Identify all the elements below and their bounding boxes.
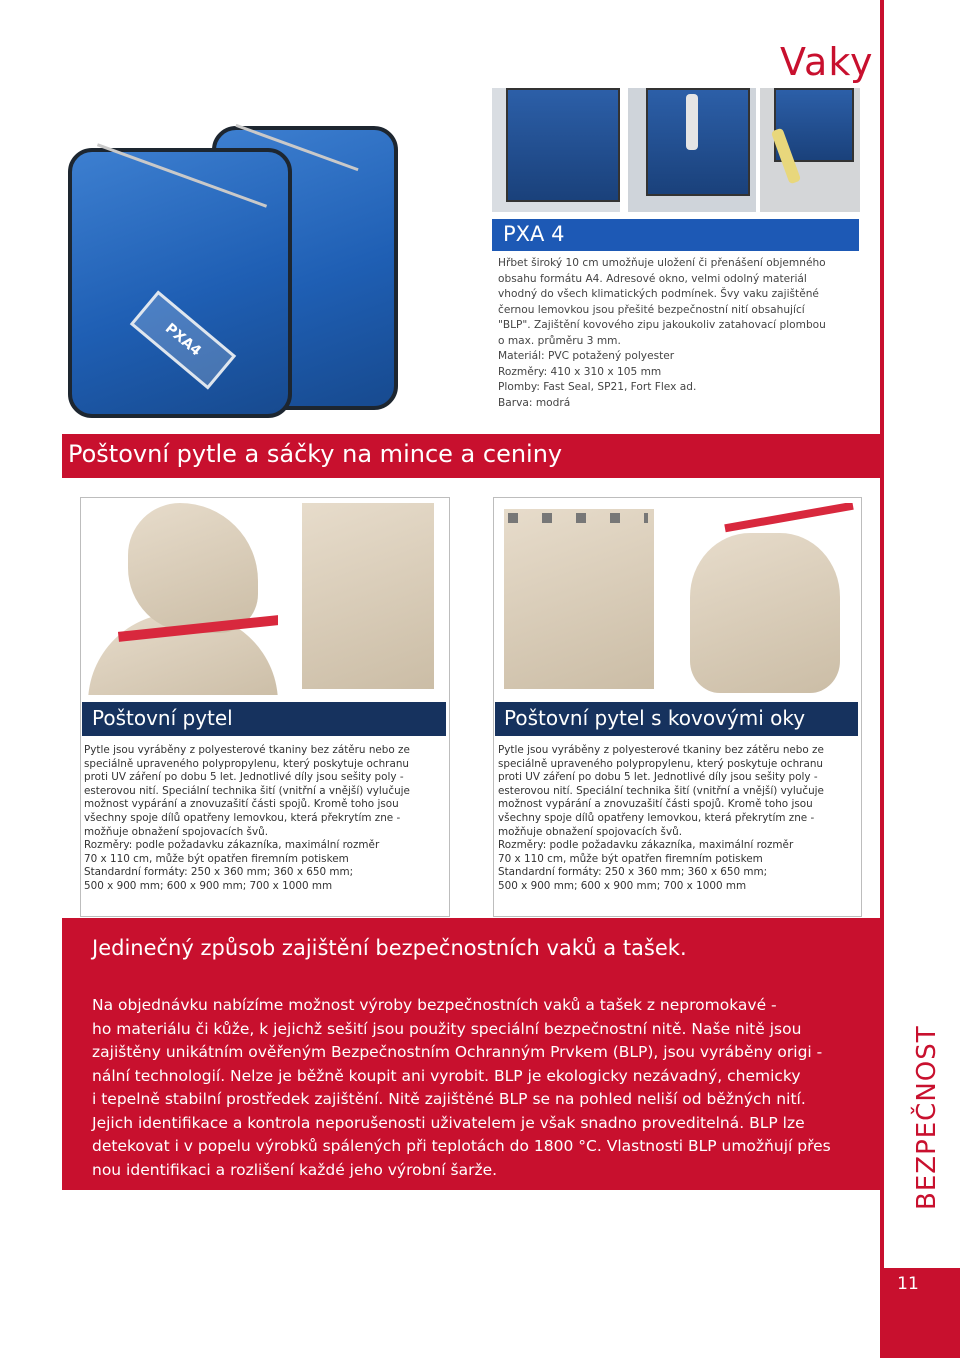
red-seal-strap — [724, 503, 853, 532]
detail-bag-1 — [506, 88, 620, 202]
col-1-line: možňuje obnažení spojovacích švů. — [84, 825, 268, 838]
pxa-description — [498, 256, 843, 411]
side-rule — [880, 0, 884, 1358]
detail-photo-2 — [628, 88, 756, 212]
pxa-line: vhodný do všech klimatických podmínek. Švy vaku zajištěné — [498, 288, 819, 300]
col-2-line: speciálně upraveného polypropylenu, který poskytuje ochranu — [498, 757, 823, 770]
pxa-line: o max. průměru 3 mm. — [498, 334, 621, 347]
address-window: PXA4 — [130, 290, 236, 389]
promo-line: ho materiálu či kůže, k jejichž sešití jsou použity speciální bezpečnostní nitě. Naše nitě jsou — [92, 1019, 802, 1038]
col-1-line: všechny spoje dílů opatřeny lemovkou, která překrytím zne - — [84, 811, 401, 824]
promo-line: Na objednávku nabízíme možnost výroby bezpečnostních vaků a tašek z nepromokavé - — [92, 996, 777, 1014]
col-2-line: Rozměry: podle požadavku zákazníka, maximální rozměr — [498, 839, 794, 852]
promo-line: detekovat i v popelu výrobků spálených při teplotách do 1800 °C. Vlastnosti BLP umožňují přes — [92, 1137, 831, 1155]
col-1-line: 70 x 110 cm, může být opatřen firemním potiskem — [84, 852, 349, 865]
pxa-line: obsahu formátu A4. Adresové okno, velmi odolný materiál — [498, 272, 807, 285]
promo-title: Jedinečný způsob zajištění bezpečnostních vaků a tašek. — [92, 936, 687, 960]
sack-1-top — [128, 503, 258, 633]
col-1-line: Rozměry: podle požadavku zákazníka, maximální rozměr — [84, 839, 380, 852]
pxa-line: Rozměry: 410 x 310 x 105 mm — [498, 365, 662, 378]
sack-photo-3 — [498, 503, 668, 695]
sack-photo-4 — [684, 503, 854, 695]
side-label: BEZPEČNOST — [912, 1025, 942, 1210]
col-1-line: esterovou nití. Speciální technika šití (vnitřní a vnější) vylučuje — [84, 784, 410, 797]
col-1-line: 500 x 900 mm; 600 x 900 mm; 700 x 1000 mm — [84, 879, 333, 892]
col-1-text — [84, 744, 444, 894]
eyelets — [508, 513, 648, 523]
col-1-line: speciálně upraveného polypropylenu, který poskytuje ochranu — [84, 757, 409, 770]
detail-photo-3 — [760, 88, 860, 212]
pxa-title: PXA 4 — [503, 222, 565, 246]
sack-2-body — [302, 503, 434, 689]
sack-3-body — [504, 509, 654, 689]
pxa-line: Barva: modrá — [498, 396, 571, 409]
promo-line: i tepelně stabilní prostředek zajištění. Nitě zajištěné BLP se na pohled neliší od běžných nití. — [92, 1090, 806, 1108]
col-1-title: Poštovní pytel — [92, 706, 233, 730]
col-2-line: Standardní formáty: 250 x 360 mm; 360 x 650 mm; — [498, 866, 768, 879]
section-title: Poštovní pytle a sáčky na mince a ceniny — [68, 440, 563, 468]
col-2-line: esterovou nití. Speciální technika šití (vnitřní a vnější) vylučuje — [498, 784, 824, 797]
promo-line: nou identifikaci a rozlišení každé jeho výrobní šarže. — [92, 1160, 498, 1179]
sack-photo-1 — [88, 503, 278, 695]
pxa-line: černou lemovkou jsou přešité bezpečnostní nití obsahující — [498, 303, 805, 316]
col-2-title: Poštovní pytel s kovovými oky — [504, 706, 806, 730]
sack-4-body — [690, 533, 840, 693]
promo-line: zajištěny unikátním ověřeným Bezpečnostním Ochranným Prvkem (BLP), jsou vyráběny origi - — [92, 1043, 823, 1061]
col-2-line: 500 x 900 mm; 600 x 900 mm; 700 x 1000 mm — [498, 879, 747, 892]
promo-line: nální technologií. Nelze je běžně koupit ani vyrobit. BLP je ekologicky nezávadný, chemicky — [92, 1066, 801, 1085]
col-2-line: možňuje obnažení spojovacích švů. — [498, 825, 682, 838]
col-1-line: Pytle jsou vyráběny z polyesterové tkaniny bez zátěru nebo ze — [84, 744, 410, 756]
pxa-line: Plomby: Fast Seal, SP21, Fort Flex ad. — [498, 381, 697, 393]
detail-photo-1 — [492, 88, 620, 212]
bag-front — [68, 148, 292, 418]
pxa-line: "BLP". Zajištění kovového zipu jakoukoliv zatahovací plombou — [498, 319, 826, 331]
col-1-line: Standardní formáty: 250 x 360 mm; 360 x 650 mm; — [84, 866, 354, 879]
col-2-line: Pytle jsou vyráběny z polyesterové tkaniny bez zátěru nebo ze — [498, 744, 824, 756]
sack-photo-2 — [294, 503, 442, 695]
page-title: Vaky — [780, 40, 874, 84]
page-number: 11 — [897, 1274, 919, 1294]
pxa-line: Hřbet široký 10 cm umožňuje uložení či přenášení objemného — [498, 257, 826, 269]
seal-2 — [686, 94, 698, 150]
col-2-line: proti UV záření po dobu 5 let. Jednotlivé díly jsou sešity poly - — [498, 771, 818, 784]
pxa-line: Materiál: PVC potažený polyester — [498, 350, 675, 362]
col-1-line: možnost vypárání a znovuzašití části spojů. Kromě toho jsou — [84, 798, 399, 811]
col-2-line: možnost vypárání a znovuzašití části spojů. Kromě toho jsou — [498, 798, 813, 811]
detail-bag-2 — [646, 88, 750, 196]
col-1-line: proti UV záření po dobu 5 let. Jednotlivé díly jsou sešity poly - — [84, 771, 404, 784]
pxa4-bag-photo — [62, 118, 402, 418]
col-2-line: všechny spoje dílů opatřeny lemovkou, která překrytím zne - — [498, 811, 815, 824]
promo-body — [92, 994, 872, 1182]
page-number-box — [884, 1268, 960, 1358]
col-2-text — [498, 744, 856, 894]
promo-line: Jejich identifikace a kontrola neporušenosti uživatelem je však snadno proveditelná. BLP lze — [92, 1113, 805, 1132]
col-2-line: 70 x 110 cm, může být opatřen firemním potiskem — [498, 852, 763, 865]
